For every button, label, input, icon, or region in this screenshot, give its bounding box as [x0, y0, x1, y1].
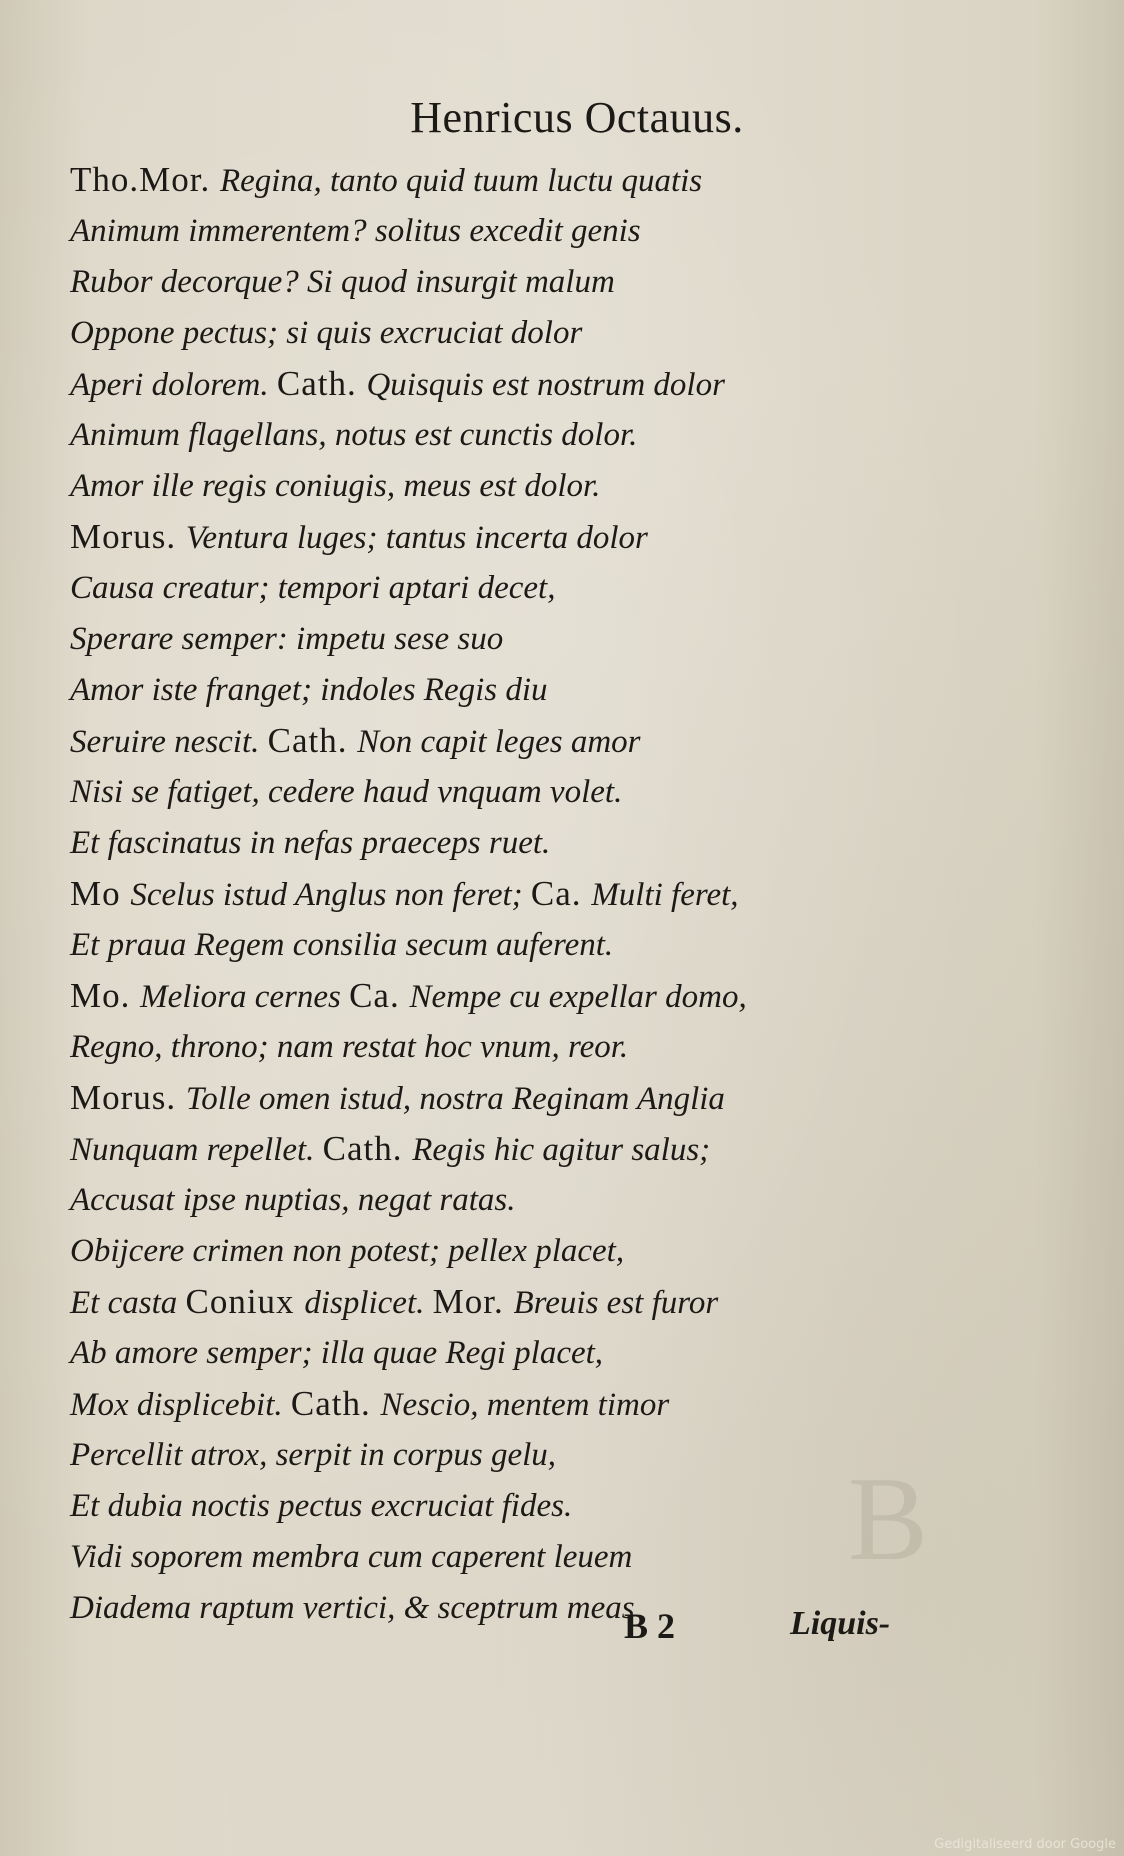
verse-text: Ab amore semper; illa quae Regi placet, [70, 1335, 604, 1371]
verse-text: Aperi dolorem. [70, 367, 277, 403]
verse-text: Scelus istud Anglus non feret; [130, 877, 531, 913]
verse-text: Non capit leges amor [357, 724, 641, 760]
verse-line [70, 1174, 1070, 1225]
page-footer [0, 1605, 1124, 1655]
verse-line [70, 205, 1070, 256]
digitization-watermark: Gedigitaliseerd door Google [934, 1837, 1116, 1852]
verse-text: Percellit atrox, serpit in corpus gelu, [70, 1437, 557, 1473]
verse-text: Oppone pectus; si quis excruciat dolor [70, 315, 583, 351]
verse-line [70, 256, 1070, 307]
speaker-label: Morus. [70, 517, 186, 556]
verse-line [70, 919, 1070, 970]
verse-text: Accusat ipse nuptias, negat ratas. [70, 1182, 516, 1218]
speaker-label: Cath. [322, 1129, 413, 1168]
speaker-label: Cath. [290, 1384, 381, 1423]
verse-line [70, 613, 1070, 664]
verse-text: Et casta [70, 1285, 186, 1321]
verse-text: Tolle omen istud, nostra Reginam Anglia [185, 1081, 725, 1117]
catchword: Liquis- [790, 1605, 891, 1642]
verse-text: Diadema raptum vertici, & sceptrum meas [70, 1590, 635, 1626]
verse-line [70, 1378, 1070, 1429]
speaker-label: Mor. [432, 1282, 514, 1321]
verse-line [70, 1072, 1070, 1123]
verse-line [70, 562, 1070, 613]
verse-line [70, 868, 1070, 919]
verse-text-block [70, 154, 1070, 1633]
verse-text: Multi feret, [591, 877, 739, 913]
verse-line [70, 766, 1070, 817]
verse-text: displicet. [304, 1285, 433, 1321]
verse-text: Regis hic agitur salus; [412, 1132, 711, 1168]
verse-line [70, 460, 1070, 511]
verse-line [70, 715, 1070, 766]
verse-line [70, 1276, 1070, 1327]
verse-text: Regno, throno; nam restat hoc vnum, reor. [70, 1029, 629, 1065]
verse-line [70, 307, 1070, 358]
verse-line [70, 511, 1070, 562]
verse-text: Meliora cernes [140, 979, 350, 1015]
speaker-label: Cath. [267, 721, 358, 760]
speaker-label: Ca. [349, 976, 410, 1015]
verse-text: Nescio, mentem timor [380, 1387, 670, 1423]
verse-line [70, 154, 1070, 205]
verse-text: Rubor decorque? Si quod insurgit malum [70, 264, 615, 300]
verse-text: Et dubia noctis pectus excruciat fides. [70, 1488, 573, 1524]
verse-line [70, 1480, 1070, 1531]
verse-line [70, 817, 1070, 868]
verse-line [70, 1123, 1070, 1174]
speaker-label: Mo. [70, 976, 141, 1015]
verse-line [70, 1021, 1070, 1072]
verse-text: Seruire nescit. [70, 724, 268, 760]
speaker-label: Tho.Mor. [70, 160, 220, 199]
verse-text: Breuis est furor [513, 1285, 719, 1321]
verse-line [70, 664, 1070, 715]
show-through-letter: B [848, 1452, 929, 1585]
verse-text: Et fascinatus in nefas praeceps ruet. [70, 825, 551, 861]
speaker-label: Coniux [185, 1282, 305, 1321]
verse-line [70, 1531, 1070, 1582]
verse-text: Amor ille regis coniugis, meus est dolor. [70, 468, 601, 504]
verse-line [70, 1429, 1070, 1480]
verse-text: Ventura luges; tantus incerta dolor [185, 520, 648, 556]
verse-line [70, 1327, 1070, 1378]
signature-mark: B 2 [624, 1606, 676, 1646]
verse-text: Nisi se fatiget, cedere haud vnquam volet. [70, 774, 623, 810]
speaker-label: Cath. [276, 364, 367, 403]
verse-text: Et praua Regem consilia secum auferent. [70, 927, 614, 963]
verse-line [70, 970, 1070, 1021]
verse-text: Animum immerentem? solitus excedit genis [70, 213, 641, 249]
speaker-label: Mo [70, 874, 131, 913]
verse-text: Nunquam repellet. [70, 1132, 323, 1168]
verse-text: Obijcere crimen non potest; pellex placet, [70, 1233, 625, 1269]
running-head: Henricus Octauus. [410, 93, 744, 142]
speaker-label: Morus. [70, 1078, 186, 1117]
verse-text: Amor iste franget; indoles Regis diu [70, 672, 548, 708]
speaker-label: Ca. [530, 874, 592, 913]
verse-text: Quisquis est nostrum dolor [366, 367, 725, 403]
verse-text: Vidi soporem membra cum caperent leuem [70, 1539, 633, 1575]
verse-text: Nempe cu expellar domo, [409, 979, 747, 1015]
verse-text: Mox displicebit. [70, 1387, 291, 1423]
verse-line [70, 409, 1070, 460]
verse-text: Sperare semper: impetu sese suo [70, 621, 504, 657]
verse-text: Regina, tanto quid tuum luctu quatis [219, 163, 703, 199]
verse-line [70, 358, 1070, 409]
verse-text: Animum flagellans, notus est cunctis dolor. [70, 417, 638, 453]
verse-line [70, 1225, 1070, 1276]
verse-text: Causa creatur; tempori aptari decet, [70, 570, 556, 606]
